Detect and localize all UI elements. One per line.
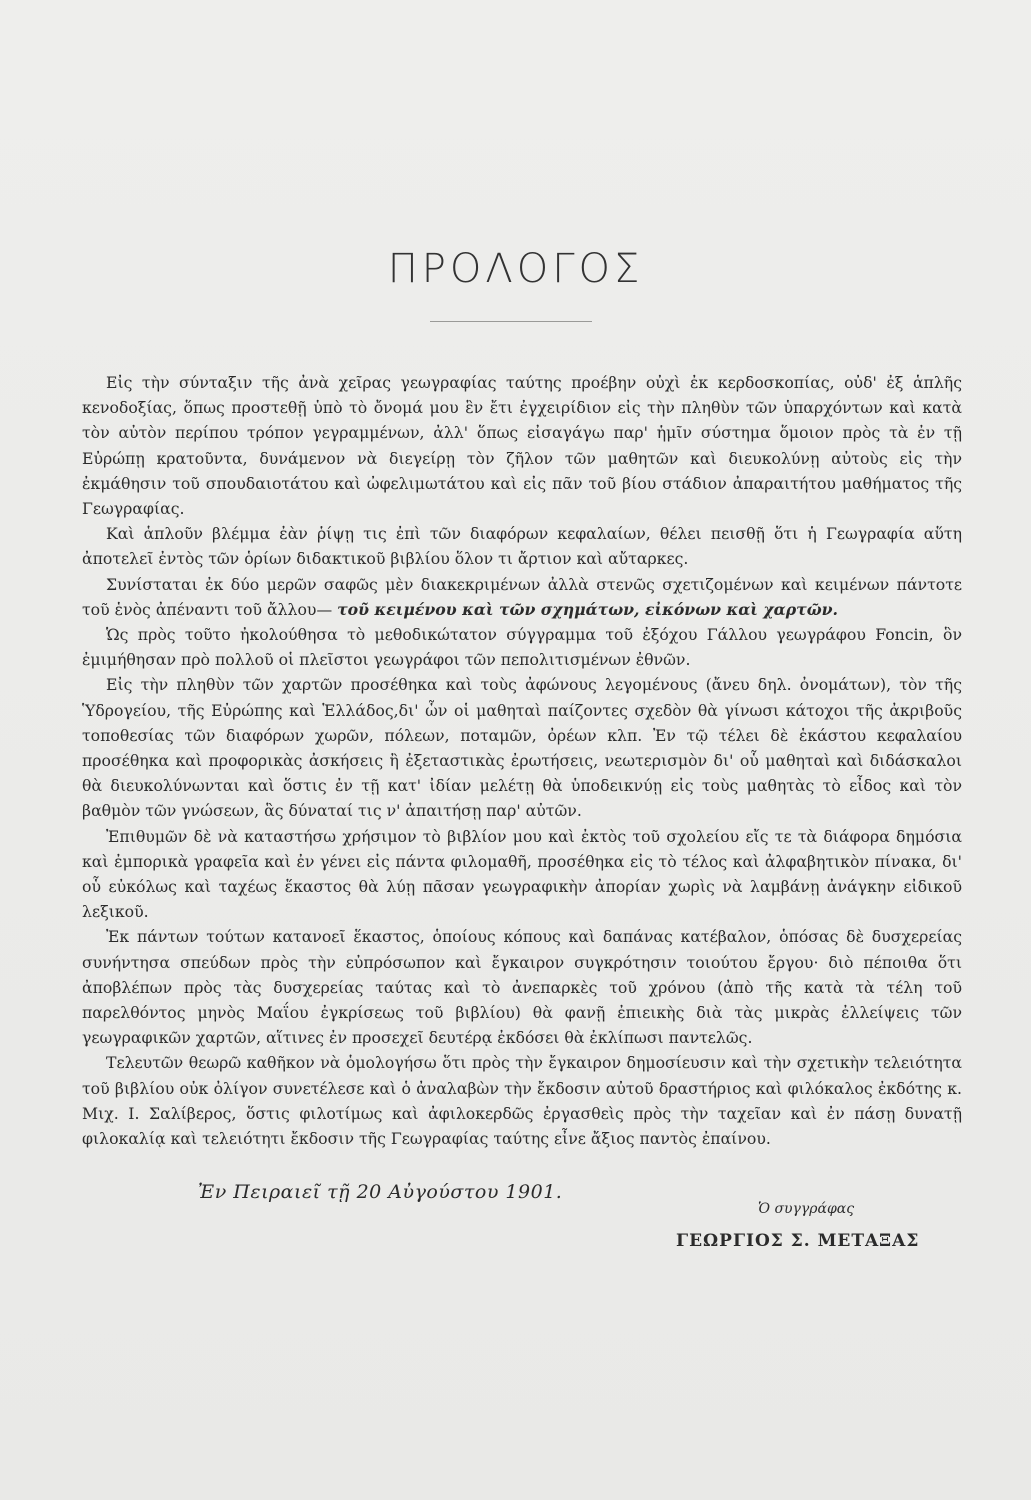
paragraph-7: Ἐκ πάντων τούτων κατανοεῖ ἕκαστος, ὁποίους κόπους καὶ δαπάνας κατέβαλον, ὁπόσας δὲ δυσχερείας συνήντησα σπεύδων πρὸς τὴν εὐπρόσωπον καὶ ἔγκαιρον συγκρότησιν τοιούτου ἔργου· διὸ πέποιθα ὅτι ἀποβλέπων πρὸς τὰς δυσχερείας ταύτας καὶ τὸ ἀνεπαρκὲς τοῦ χρόνου (ἀπὸ τῆς κατὰ τὰ τέλη τοῦ παρελθόντος μηνὸς Μαΐου ἐγκρίσεως τοῦ βιβλίου) θὰ φανῇ ἐπιεικὴς διὰ τὰς μικρὰς ἐλλείψεις τῶν γεωγραφικῶν χαρτῶν, αἵτινες ἐν προσεχεῖ δευτέρᾳ ἐκδόσει θὰ ἐκλίπωσι παντελῶς. (82, 927, 962, 1048)
place-date: Ἐν Πειραιεῖ τῇ 20 Αὐγούστου 1901. (198, 1181, 563, 1203)
paragraph-3-emphasis: τοῦ κειμένου καὶ τῶν σχημάτων, εἰκόνων καὶ χαρτῶν. (337, 599, 839, 619)
paragraph-6: Ἐπιθυμῶν δὲ νὰ καταστήσω χρήσιμον τὸ βιβλίον μου καὶ ἐκτὸς τοῦ σχολείου εἴς τε τὰ διάφορα δημόσια καὶ ἐμπορικὰ γραφεῖα καὶ ἐν γένει εἰς πάντα φιλομαθῆ, προσέθηκα εἰς τὸ τέλος καὶ ἀλφαβητικὸν πίνακα, δι' οὗ εὐκόλως καὶ ταχέως ἕκαστος θὰ λύῃ πᾶσαν γεωγραφικὴν ἀπορίαν χωρὶς νὰ λαμβάνῃ ἀνάγκην εἰδικοῦ λεξικοῦ. (82, 826, 962, 922)
paragraph-3 (82, 572, 962, 622)
paragraph-8: Τελευτῶν θεωρῶ καθῆκον νὰ ὁμολογήσω ὅτι πρὸς τὴν ἔγκαιρον δημοσίευσιν καὶ τὴν σχετικὴν τελειότητα τοῦ βιβλίου οὐκ ὀλίγον συνετέλεσε καὶ ὁ ἀναλαβὼν τὴν ἔκδοσιν αὐτοῦ δραστήριος καὶ φιλόκαλος ἐκδότης κ. Μιχ. Ι. Σαλίβερος, ὅστις φιλοτίμως καὶ ἀφιλοκερδῶς ἐργασθεὶς πρὸς τὴν ταχεῖαν καὶ ἐν πάσῃ δυνατῇ φιλοκαλίᾳ καὶ τελειότητι ἔκδοσιν τῆς Γεωγραφίας ταύτης εἶνε ἄξιος παντὸς ἐπαίνου. (82, 1053, 962, 1149)
author-signature: ΓΕΩΡΓΙΟΣ Σ. ΜΕΤΑΞΑΣ (676, 1231, 920, 1251)
author-role: Ὁ συγγράφας (758, 1201, 855, 1217)
page-title: ΠΡΟΛΟΓΟΣ (387, 246, 644, 292)
title-divider (430, 321, 592, 322)
paragraph-3-text: Συνίσταται ἐκ δύο μερῶν σαφῶς μὲν διακεκριμένων ἀλλὰ στενῶς σχετιζομένων καὶ κειμένων πάντοτε τοῦ ἑνὸς ἀπέναντι τοῦ ἄλλου— (82, 574, 962, 619)
paragraph-5: Εἰς τὴν πληθὺν τῶν χαρτῶν προσέθηκα καὶ τοὺς ἀφώνους λεγομένους (ἄνευ δηλ. ὀνομάτων), τὸν τῆς Ὑδρογείου, τῆς Εὐρώπης καὶ Ἑλλάδος,δι' ὧν οἱ μαθηταὶ παίζοντες σχεδὸν θὰ γίνωσι κάτοχοι τῆς ἀκριβοῦς τοποθεσίας τῶν διαφόρων χωρῶν, πόλεων, ποταμῶν, ὀρέων κλπ. Ἐν τῷ τέλει δὲ ἑκάστου κεφαλαίου προσέθηκα καὶ προφορικὰς ἀσκήσεις ἢ ἐξεταστικὰς ἐρωτήσεις, νεωτερισμὸν δι' οὗ μαθηταὶ καὶ διδάσκαλοι θὰ διευκολύνωνται καὶ ὅστις ἐν τῇ κατ' ἰδίαν μελέτῃ θὰ ὑποδεικνύῃ εἰς τοὺς μαθητὰς τὸ εἶδος καὶ τὸν βαθμὸν τῶν γνώσεων, ἃς δύναταί τις ν' ἀπαιτήσῃ παρ' αὐτῶν. (82, 675, 962, 821)
paragraph-2: Καὶ ἁπλοῦν βλέμμα ἐὰν ῥίψῃ τις ἐπὶ τῶν διαφόρων κεφαλαίων, θέλει πεισθῇ ὅτι ἡ Γεωγραφία αὕτη ἀποτελεῖ ἐντὸς τῶν ὁρίων διδακτικοῦ βιβλίου ὅλον τι ἄρτιον καὶ αὔταρκες. (82, 524, 962, 569)
paragraph-1: Εἰς τὴν σύνταξιν τῆς ἀνὰ χεῖρας γεωγραφίας ταύτης προέβην οὐχὶ ἐκ κερδοσκοπίας, οὐδ' ἐξ ἁπλῆς κενοδοξίας, ὅπως προστεθῇ ὑπὸ τὸ ὄνομά μου ἓν ἔτι ἐγχειρίδιον εἰς τὴν πληθὺν τῶν ὑπαρχόντων καὶ κατὰ τὸν αὐτὸν περίπου τρόπον γεγραμμένων, ἀλλ' ὅπως εἰσαγάγω παρ' ἡμῖν σύστημα ὅμοιον πρὸς τὰ ἐν τῇ Εὐρώπῃ κρατοῦντα, δυνάμενον νὰ διεγείρῃ τὸν ζῆλον τῶν μαθητῶν καὶ διευκολύνῃ αὐτοὺς εἰς τὴν ἐκμάθησιν τοῦ σπουδαιοτάτου καὶ ὠφελιμωτάτου καὶ εἰς πᾶν τοῦ βίου στάδιον ἀπαραιτήτου μαθήματος τῆς Γεωγραφίας. (82, 373, 962, 519)
paragraph-4: Ὡς πρὸς τοῦτο ἠκολούθησα τὸ μεθοδικώτατον σύγγραμμα τοῦ ἐξόχου Γάλλου γεωγράφου Foncin, ὃν ἐμιμήθησαν πρὸ πολλοῦ οἱ πλεῖστοι γεωγράφοι τῶν πεπολιτισμένων ἐθνῶν. (82, 625, 962, 670)
preface-body (82, 370, 962, 1151)
